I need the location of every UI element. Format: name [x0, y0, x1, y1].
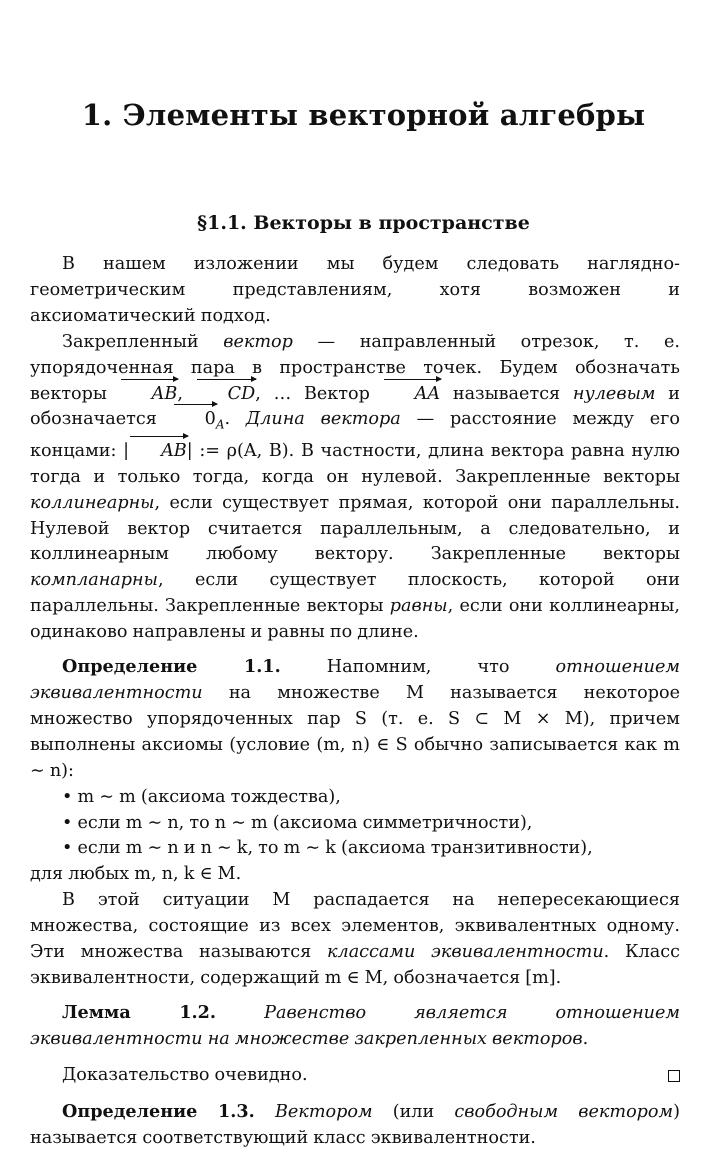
- term-length: Длина вектора: [245, 409, 401, 430]
- text-run: называется: [440, 383, 573, 404]
- text-run: ,: [177, 383, 196, 404]
- lemma-label: Лемма 1.2.: [62, 1001, 217, 1023]
- axiom-item: • если m ∼ n, то n ∼ m (аксиома симметричности),: [62, 812, 533, 833]
- definition-1-1: [30, 654, 680, 785]
- body-text: [30, 252, 680, 1151]
- text-run: и обозначается: [30, 383, 680, 430]
- text-run: — расстояние между его концами: |: [30, 409, 680, 461]
- proof-line: [30, 1063, 680, 1089]
- definition-label: Определение 1.3.: [62, 1100, 255, 1122]
- paragraph-classes: [30, 888, 680, 992]
- vector-ab-length: AB: [129, 439, 187, 465]
- zero-vector-subscript: A: [215, 417, 225, 432]
- text-run: , если они коллинеарны, одинаково направлены и равны по длине.: [30, 596, 680, 643]
- text-run: , … Вектор: [255, 383, 383, 404]
- text-run: Напомним, что: [280, 657, 556, 678]
- qed-square-icon: [668, 1070, 680, 1082]
- text-run: , если существует прямая, которой они параллельны. Нулевой вектор считается параллельным, а следовательно, и коллинеарным любому вектору. Закрепленные векторы: [30, 492, 680, 565]
- definition-1-3: [30, 1099, 680, 1152]
- paragraph-intro: В нашем изложении мы будем следовать наглядно-геометрическим представлениям, хотя возможен и аксиоматический подход.: [30, 254, 680, 326]
- vector-cd: CD: [196, 382, 256, 408]
- term-vector-free: Вектором: [274, 1101, 373, 1122]
- text-run: , если существует плоскость, которой они параллельны. Закрепленные векторы: [30, 570, 680, 617]
- text-run: .: [224, 409, 246, 430]
- text-run: Закрепленный: [62, 331, 224, 352]
- text-run: (или: [372, 1101, 455, 1122]
- text-run: — направленный отрезок, т. е. упорядоченная пара в пространстве точек. Будем обозначать векторы: [30, 331, 680, 404]
- text-run: . Класс эквивалентности, содержащий m ∈ M, обозначается [m].: [30, 942, 680, 988]
- text-run: | := ρ(A, B). В частности, длина вектора равна нулю тогда и только тогда, когда он нулевой. Закрепленные векторы: [30, 440, 681, 487]
- term-coplanar: компланарны: [30, 570, 158, 591]
- term-zero: нулевым: [572, 383, 656, 404]
- section-title: §1.1. Векторы в пространстве: [197, 212, 530, 234]
- term-equal: равны: [389, 596, 448, 617]
- axiom-item: • если m ∼ n и n ∼ k, то m ∼ k (аксиома транзитивности),: [62, 838, 593, 859]
- vector-aa: AA: [383, 382, 440, 408]
- proof-text: Доказательство очевидно.: [62, 1064, 308, 1085]
- text-run: на множестве M называется некоторое множество упорядоченных пар S (т. е. S ⊂ M × M), причем выполнены аксиомы (условие (m, n) ∈ S обычно записывается как m ∼ n):: [30, 683, 680, 781]
- vector-ab: AB: [120, 382, 178, 408]
- axiom-item: • m ∼ m (аксиома тождества),: [62, 786, 341, 807]
- term-free-vector: свободным вектором: [454, 1101, 674, 1122]
- paragraph-vectors: [30, 330, 680, 646]
- lemma-1-2: [30, 1000, 680, 1053]
- definition-label: Определение 1.1.: [62, 656, 281, 678]
- text-run: В этой ситуации M распадается на непересекающиеся множества, состоящие из всех элементов, эквивалентных одному. Эти множества называются: [30, 890, 680, 963]
- chapter-title: 1. Элементы векторной алгебры: [81, 98, 646, 132]
- lemma-statement: Равенство является отношением эквивалентности на множестве закрепленных векторов.: [30, 1002, 680, 1049]
- for-all-line: для любых m, n, k ∈ M.: [30, 864, 242, 885]
- term-collinear: коллинеарны: [30, 492, 155, 513]
- term-equivalence-classes: классами эквивалентности: [326, 942, 604, 963]
- text-run: ) называется соответствующий класс эквивалентности.: [30, 1101, 680, 1148]
- term-vector: вектор: [223, 331, 293, 352]
- zero-vector: 0: [173, 407, 216, 433]
- term-equivalence-relation: отношением эквивалентности: [30, 657, 680, 704]
